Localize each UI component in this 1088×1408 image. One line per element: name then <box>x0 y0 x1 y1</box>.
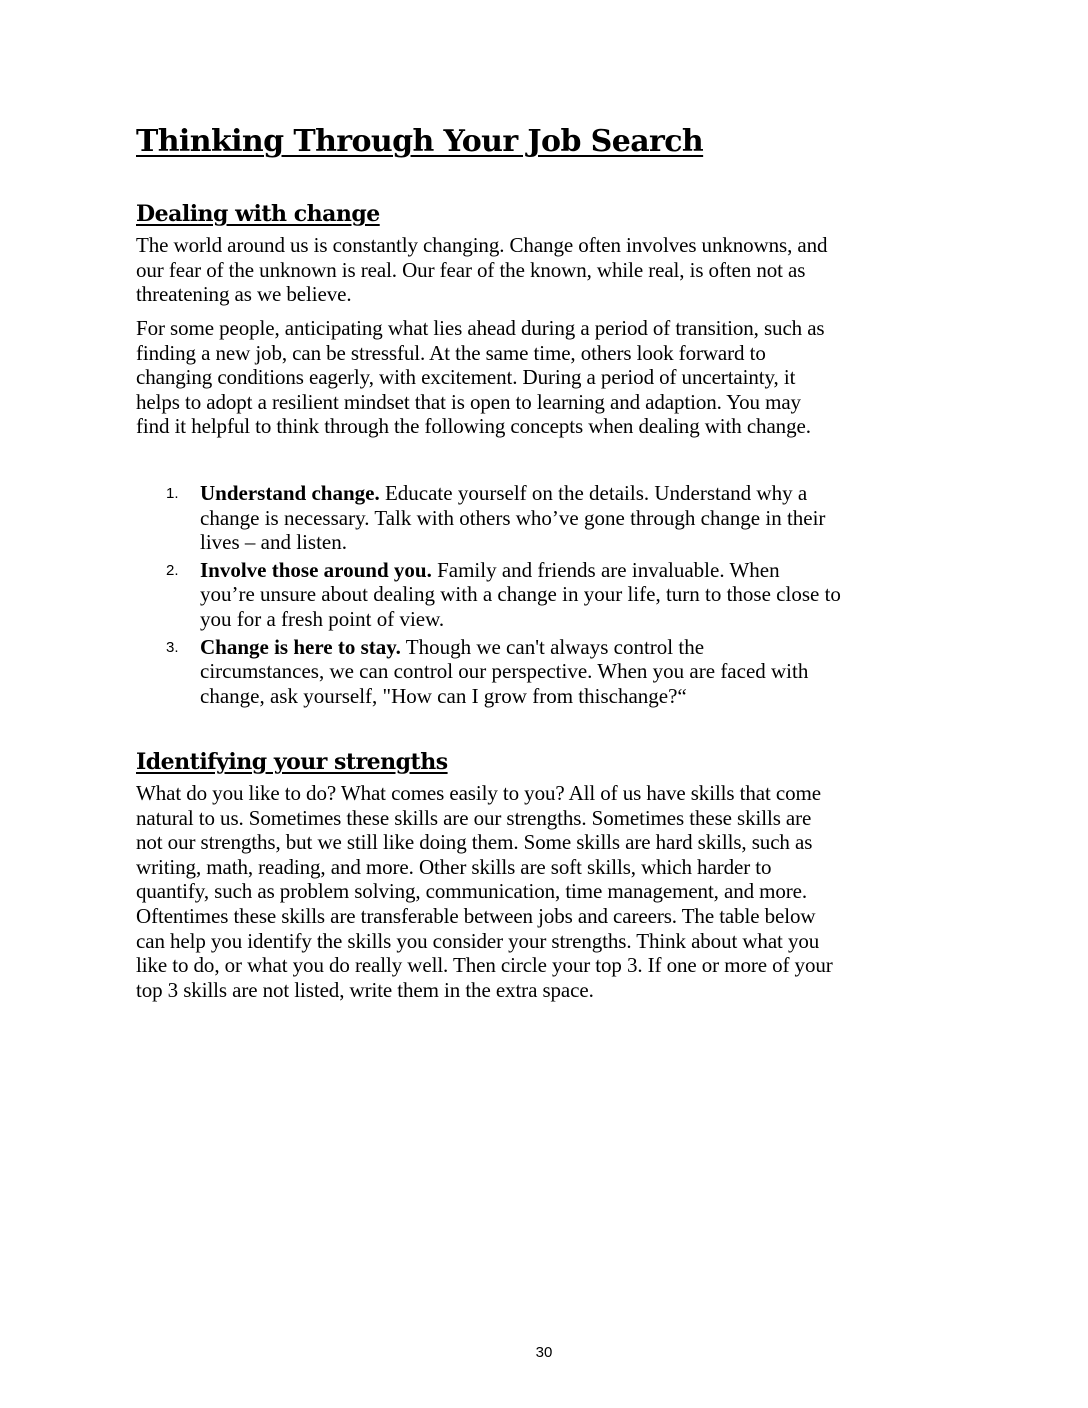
list-item-text: Educate yourself on the details. Understand why a <box>379 481 808 505</box>
list-item <box>160 481 940 555</box>
text-line: For some people, anticipating what lies ahead during a period of transition, such as <box>136 316 825 340</box>
text-line: The world around us is constantly changing. Change often involves unknowns, and <box>136 233 828 257</box>
text-line: finding a new job, can be stressful. At the same time, others look forward to <box>136 340 766 365</box>
list-item-title: Involve those around you. <box>200 557 432 582</box>
text-line <box>200 558 940 583</box>
list-item-text: Though we can't always control the <box>400 634 705 659</box>
change-concepts-list <box>160 481 940 711</box>
text-line: you for a fresh point of view. <box>200 606 445 631</box>
text-line: like to do, or what you do really well. Then circle your top 3. If one or more of your <box>136 953 833 978</box>
text-line <box>200 481 940 506</box>
text-line: change, ask yourself, "How can I grow from thischange?“ <box>200 683 687 708</box>
text-line: find it helpful to think through the following concepts when dealing with change. <box>136 414 811 439</box>
paragraph-transition <box>136 316 936 439</box>
list-item <box>160 635 940 709</box>
text-line: circumstances, we can control our perspective. When you are faced with <box>200 659 809 684</box>
text-line: our fear of the unknown is real. Our fear of the known, while real, is often not as <box>136 257 806 282</box>
page-title: Thinking Through Your Job Search <box>136 124 704 159</box>
paragraph-strengths <box>136 781 936 1002</box>
list-number: 2. <box>166 561 179 579</box>
list-item-title: Change is here to stay. <box>200 634 401 659</box>
section-heading-identifying-strengths: Identifying your strengths <box>136 749 448 775</box>
text-line: What do you like to do? What comes easily to you? All of us have skills that come <box>136 781 821 805</box>
text-line: natural to us. Sometimes these skills are our strengths. Sometimes these skills are <box>136 805 812 830</box>
text-line: top 3 skills are not listed, write them in the extra space. <box>136 977 594 1002</box>
page-number: 30 <box>535 1344 553 1361</box>
text-line: changing conditions eagerly, with excitement. During a period of uncertainty, it <box>136 365 796 390</box>
text-line: not our strengths, but we still like doing them. Some skills are hard skills, such as <box>136 830 813 855</box>
list-item <box>160 558 940 632</box>
text-line: you’re unsure about dealing with a change in your life, turn to those close to <box>200 582 841 607</box>
text-line: can help you identify the skills you consider your strengths. Think about what you <box>136 928 820 953</box>
text-line: helps to adopt a resilient mindset that is open to learning and adaption. You may <box>136 389 801 414</box>
list-number: 3. <box>166 638 179 656</box>
text-line: threatening as we believe. <box>136 282 352 307</box>
section-heading-dealing-with-change: Dealing with change <box>136 201 380 227</box>
text-line: Oftentimes these skills are transferable between jobs and careers. The table below <box>136 903 816 928</box>
text-line: lives – and listen. <box>200 530 347 555</box>
list-number: 1. <box>166 485 179 502</box>
list-item-title: Understand change. <box>200 481 380 505</box>
text-line <box>200 635 940 660</box>
list-item-text: Family and friends are invaluable. When <box>431 557 780 582</box>
text-line: writing, math, reading, and more. Other skills are soft skills, which harder to <box>136 854 772 879</box>
paragraph-change-intro <box>136 233 936 307</box>
text-line: quantify, such as problem solving, communication, time management, and more. <box>136 879 808 904</box>
text-line: change is necessary. Talk with others who’ve gone through change in their <box>200 505 826 530</box>
